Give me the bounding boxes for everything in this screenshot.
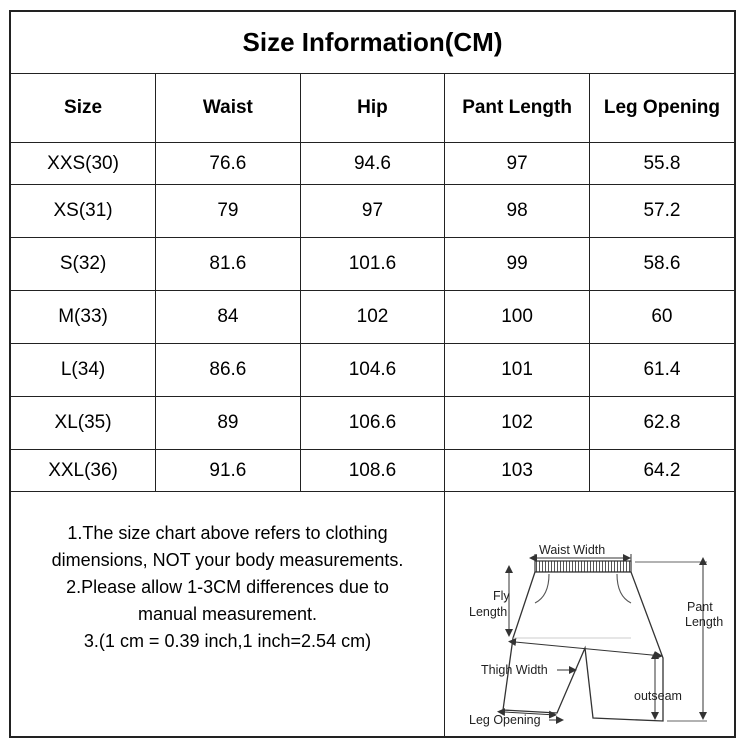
cell-leg-opening: 57.2	[589, 185, 734, 238]
header-pant-length: Pant Length	[445, 74, 590, 143]
table-row	[11, 185, 734, 238]
note-line: 1.The size chart above refers to clothing	[67, 523, 388, 543]
cell-size: XS(31)	[11, 185, 156, 238]
waist-width-label: Waist Width	[539, 543, 606, 557]
cell-waist: 79	[156, 185, 301, 238]
cell-size: XXL(36)	[11, 450, 156, 492]
cell-waist: 89	[156, 397, 301, 450]
note-line: manual measurement.	[137, 604, 318, 624]
cell-hip: 94.6	[300, 143, 445, 185]
cell-hip: 97	[300, 185, 445, 238]
cell-hip: 106.6	[300, 397, 445, 450]
cell-leg-opening: 64.2	[589, 450, 734, 492]
cell-pant-length: 101	[445, 344, 590, 397]
cell-waist: 81.6	[156, 238, 301, 291]
cell-waist: 91.6	[156, 450, 301, 492]
table-row	[11, 291, 734, 344]
cell-hip: 104.6	[300, 344, 445, 397]
cell-hip: 102	[300, 291, 445, 344]
cell-size: XL(35)	[11, 397, 156, 450]
cell-pant-length: 99	[445, 238, 590, 291]
note-line: 2.Please allow 1-3CM differences due to	[66, 577, 389, 597]
outseam-label: outseam	[634, 689, 682, 703]
note-line: dimensions, NOT your body measurements.	[51, 550, 404, 570]
cell-size: XXS(30)	[11, 143, 156, 185]
header-row	[11, 74, 734, 143]
cell-waist: 86.6	[156, 344, 301, 397]
header-hip: Hip	[300, 74, 445, 143]
notes-text	[11, 520, 444, 655]
cell-pant-length: 102	[445, 397, 590, 450]
fly-length-label-1: Fly	[493, 589, 510, 603]
notes-panel	[11, 488, 445, 736]
header-size: Size	[11, 74, 156, 143]
fly-length-label-2: Length	[469, 605, 508, 619]
cell-hip: 108.6	[300, 450, 445, 492]
cell-leg-opening: 62.8	[589, 397, 734, 450]
cell-size: L(34)	[11, 344, 156, 397]
table-row	[11, 450, 734, 492]
header-leg-opening: Leg Opening	[589, 74, 734, 143]
note-line: 3.(1 cm = 0.39 inch,1 inch=2.54 cm)	[83, 631, 372, 651]
leg-opening-label: Leg Opening	[469, 713, 541, 727]
cell-waist: 84	[156, 291, 301, 344]
table-row	[11, 397, 734, 450]
cell-leg-opening: 55.8	[589, 143, 734, 185]
cell-leg-opening: 60	[589, 291, 734, 344]
table-row	[11, 344, 734, 397]
chart-title: Size Information(CM)	[11, 12, 734, 74]
cell-size: S(32)	[11, 238, 156, 291]
cell-leg-opening: 58.6	[589, 238, 734, 291]
cell-hip: 101.6	[300, 238, 445, 291]
pants-illustration	[445, 488, 734, 736]
table-row	[11, 238, 734, 291]
table-row	[11, 143, 734, 185]
size-chart	[9, 10, 736, 738]
waistband-shape	[535, 561, 631, 572]
pants-diagram	[445, 488, 734, 736]
cell-pant-length: 98	[445, 185, 590, 238]
size-table	[11, 73, 734, 492]
pant-length-label-2: Length	[685, 615, 724, 629]
cell-leg-opening: 61.4	[589, 344, 734, 397]
cell-pant-length: 97	[445, 143, 590, 185]
cell-pant-length: 100	[445, 291, 590, 344]
cell-size: M(33)	[11, 291, 156, 344]
pant-length-label-1: Pant	[687, 600, 713, 614]
thigh-width-label: Thigh Width	[481, 663, 548, 677]
header-waist: Waist	[156, 74, 301, 143]
cell-waist: 76.6	[156, 143, 301, 185]
cell-pant-length: 103	[445, 450, 590, 492]
